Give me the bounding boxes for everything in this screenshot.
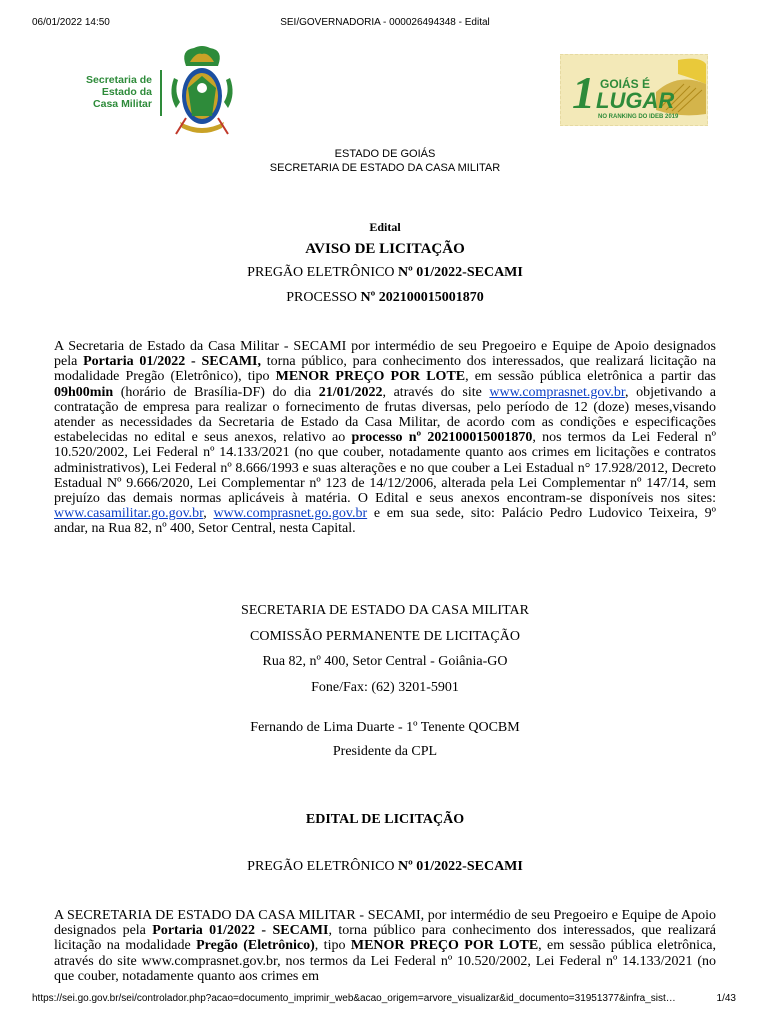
goias-e-lugar-badge (560, 54, 708, 126)
logo-divider (160, 70, 162, 116)
page-number: 1/43 (716, 993, 736, 1004)
signer-role: Presidente da CPL (332, 744, 438, 759)
processo-heading: PROCESSO Nº 202100015001870 (286, 290, 484, 305)
estado-heading: ESTADO DE GOIÁS SECRETARIA DE ESTADO DA CASA MILITAR (269, 148, 501, 174)
badge-number: 1 (572, 67, 595, 118)
aviso-title: AVISO DE LICITAÇÃO (305, 241, 465, 257)
badge-line3: NO RANKING DO IDEB 2019 (598, 114, 679, 120)
coat-of-arms-icon (166, 44, 238, 140)
pregao-heading-2: PREGÃO ELETRÔNICO Nº 01/2022-SECAMI (247, 859, 523, 874)
print-title: SEI/GOVERNADORIA - 000026494348 - Edital (280, 17, 490, 28)
print-datetime: 06/01/2022 14:50 (32, 17, 110, 28)
contact-block: SECRETARIA DE ESTADO DA CASA MILITAR COMISSÃO PERMANENTE DE LICITAÇÃO Rua 82, nº 400, Setor Central - Goiânia-GO Fone/Fax: (62) 3201-5901 (241, 603, 529, 695)
link-comprasnet-go[interactable]: www.comprasnet.go.gov.br (213, 506, 368, 522)
secretaria-logo-text: Secretaria de Estado da Casa Militar (86, 74, 152, 110)
doc-type-label: Edital (369, 220, 401, 234)
print-footer (0, 993, 770, 1007)
badge-line1: GOIÁS É (600, 77, 651, 91)
signer-block (0, 716, 770, 764)
signer-name: Fernando de Lima Duarte - 1º Tenente QOCBM (250, 720, 520, 735)
print-url: https://sei.go.gov.br/sei/controlador.php?acao=documento_imprimir_web&acao_origem=arvore_visualizar&id_documento=31951377&infra_sist… (32, 993, 676, 1004)
aviso-paragraph: A Secretaria de Estado da Casa Militar - SECAMI por intermédio de seu Pregoeiro e Equipe de Apoio designados pela Portaria 01/2022 - SECAMI, torna público, para conhecimento dos interessados, que realizará licitação na modalidade Pregão (Eletrônico), tipo MENOR PREÇO POR LOTE, em sessão pública eletrônica a partir das 09h00min (horário de Brasília-DF) do dia 21/01/2022, através do site www.comprasnet.gov.br, objetivando a contratação de empresa para realizar o fornecimento de frutas diversas, pelo período de 12 (doze) meses,visando atender as necessidades da Secretaria de Estado da Casa Militar, de acordo com as condições e especificações estabelecidas no edital e seus anexos, relativo ao processo nº 202100015001870, nos termos da Lei Federal nº 10.520/2002, Lei Federal nº 14.133/2021 (no que couber, notadamente quanto aos crimes em licitações e contratos administrativos), Lei Federal nº 8.666/1993 e suas alterações e no que couber a Lei Estadual n° 17.928/2012, Decreto Estadual Nº 9.666/2020, Lei Complementar nº 123 de 14/12/2006, alterada pela Lei Complementar nº 147/14, sem prejuízo das demais normas aplicáveis à matéria. O Edital e seus anexos encontram-se disponíveis nos sites: www.casamilitar.go.gov.br, www.comprasnet.go.gov.br e em sua sede, sito: Palácio Pedro Ludovico Teixeira, 9º andar, na Rua 82, nº 400, Setor Central, nesta Capital. (54, 339, 717, 537)
badge-line2: LUGAR (596, 88, 675, 113)
pregao-heading: PREGÃO ELETRÔNICO Nº 01/2022-SECAMI (247, 265, 523, 280)
link-comprasnet-gov[interactable]: www.comprasnet.gov.br (489, 384, 626, 400)
edital-title: EDITAL DE LICITAÇÃO (305, 812, 465, 827)
link-casamilitar[interactable]: www.casamilitar.go.gov.br (54, 506, 204, 522)
secretaria-logo (74, 44, 244, 140)
edital-paragraph: A SECRETARIA DE ESTADO DA CASA MILITAR - SECAMI, por intermédio de seu Pregoeiro e Equipe de Apoio designados pela Portaria 01/2022 - SECAMI, torna público para conhecimento dos interessados, que realizará licitação na modalidade Pregão (Eletrônico), tipo MENOR PREÇO POR LOTE, em sessão pública eletrônica, através do site www.comprasnet.gov.br, nos termos da Lei Federal nº 10.520/2002, Lei Federal nº 14.133/2021 (no que couber, notadamente quanto aos crimes em (54, 908, 717, 984)
print-header (0, 17, 770, 31)
